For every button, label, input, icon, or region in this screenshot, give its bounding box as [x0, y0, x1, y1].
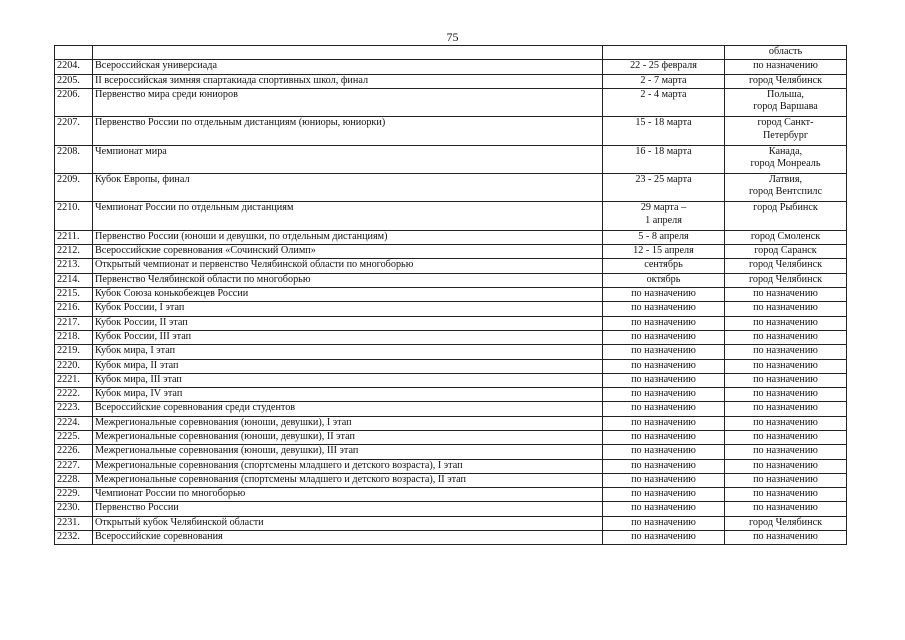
cell-date-line: октябрь [646, 273, 681, 285]
cell-place [725, 273, 847, 287]
cell-place-line: город Челябинск [748, 259, 823, 271]
cell-date-line: по назначению [631, 402, 696, 414]
cell-number: 2214. [55, 273, 93, 287]
cell-place-line: Петербург [762, 129, 809, 141]
table-row [55, 273, 847, 287]
cell-number: 2215. [55, 288, 93, 302]
table-row [55, 174, 847, 202]
cell-number: 2221. [55, 373, 93, 387]
cell-number: 2223. [55, 402, 93, 416]
cell-place [725, 60, 847, 74]
table-row [55, 531, 847, 545]
cell-event-name: Кубок Союза конькобежцев России [93, 288, 603, 302]
cell-place-line: Канада, [768, 145, 803, 157]
cell-number: 2211. [55, 230, 93, 244]
cell-place-line: по назначению [753, 488, 818, 500]
table-row-header-continuation [55, 46, 847, 60]
cell-date [603, 388, 725, 402]
cell-place-line: по назначению [753, 60, 818, 72]
cell-date-line: по назначению [631, 445, 696, 457]
cell-place: область [725, 46, 847, 60]
cell-event-name: Кубок России, III этап [93, 330, 603, 344]
cell-date [603, 373, 725, 387]
cell-event-name: Первенство мира среди юниоров [93, 88, 603, 116]
cell-date-line: по назначению [631, 345, 696, 357]
cell-place-line: по назначению [753, 316, 818, 328]
cell-number: 2229. [55, 488, 93, 502]
cell-date [603, 88, 725, 116]
cell-date [603, 488, 725, 502]
cell-event-name: Первенство Челябинской области по многоборью [93, 273, 603, 287]
cell-event-name: Кубок мира, II этап [93, 359, 603, 373]
table-row [55, 88, 847, 116]
cell-date-line: по назначению [631, 302, 696, 314]
cell-event-name: Кубок России, I этап [93, 302, 603, 316]
cell-date [603, 202, 725, 230]
cell-date [603, 174, 725, 202]
cell-place-line: город Челябинск [748, 273, 823, 285]
cell-number: 2212. [55, 245, 93, 259]
cell-place-line: город Рыбинск [753, 202, 818, 214]
cell-date-line: по назначению [631, 416, 696, 428]
cell-date [603, 416, 725, 430]
cell-date [603, 273, 725, 287]
table-row [55, 302, 847, 316]
cell-place [725, 345, 847, 359]
table-row [55, 373, 847, 387]
cell-date-line: 16 - 18 марта [635, 145, 692, 157]
cell-event-name: Межрегиональные соревнования (юноши, девушки), II этап [93, 431, 603, 445]
cell-date-line: по назначению [631, 502, 696, 514]
cell-date [603, 74, 725, 88]
cell-date [603, 316, 725, 330]
cell-place [725, 88, 847, 116]
cell-date [603, 359, 725, 373]
cell-place [725, 516, 847, 530]
cell-date [603, 60, 725, 74]
cell-number [55, 46, 93, 60]
cell-event-name: Кубок Европы, финал [93, 174, 603, 202]
cell-place-line: по назначению [753, 302, 818, 314]
cell-event-name: Межрегиональные соревнования (спортсмены младшего и детского возраста), I этап [93, 459, 603, 473]
cell-date [603, 288, 725, 302]
cell-place [725, 145, 847, 173]
cell-date [603, 431, 725, 445]
cell-date-line: по назначению [631, 431, 696, 442]
cell-date [603, 145, 725, 173]
cell-event-name: Открытый чемпионат и первенство Челябинской области по многоборью [93, 259, 603, 273]
table-row [55, 359, 847, 373]
cell-number: 2225. [55, 431, 93, 445]
cell-date-line: по назначению [631, 373, 696, 385]
cell-place [725, 431, 847, 445]
table-row [55, 60, 847, 74]
cell-place [725, 174, 847, 202]
cell-place-line: по назначению [753, 330, 818, 342]
table-row [55, 259, 847, 273]
cell-number: 2217. [55, 316, 93, 330]
cell-event-name: Кубок мира, IV этап [93, 388, 603, 402]
table-row [55, 402, 847, 416]
cell-event-name: Первенство России по отдельным дистанциям (юниоры, юниорки) [93, 117, 603, 145]
cell-event-name: Кубок России, II этап [93, 316, 603, 330]
cell-place [725, 330, 847, 344]
cell-place [725, 359, 847, 373]
cell-number: 2226. [55, 445, 93, 459]
cell-event-name: Чемпионат мира [93, 145, 603, 173]
cell-number: 2222. [55, 388, 93, 402]
cell-date [603, 230, 725, 244]
cell-place-line: по назначению [753, 431, 818, 442]
cell-place [725, 245, 847, 259]
cell-number: 2220. [55, 359, 93, 373]
table-row [55, 388, 847, 402]
table-row [55, 145, 847, 173]
cell-number: 2227. [55, 459, 93, 473]
cell-place [725, 74, 847, 88]
cell-date-line: по назначению [631, 330, 696, 342]
cell-place [725, 259, 847, 273]
cell-date-line: по назначению [631, 288, 696, 300]
events-table-body [55, 46, 847, 545]
cell-number: 2216. [55, 302, 93, 316]
cell-place-line: город Санкт- [757, 117, 814, 129]
cell-date-line: 2 - 4 марта [640, 88, 687, 100]
cell-date-line: сентябрь [644, 259, 683, 271]
cell-date-line: 12 - 15 апреля [633, 245, 694, 257]
table-row [55, 330, 847, 344]
cell-place [725, 316, 847, 330]
cell-place [725, 459, 847, 473]
cell-place [725, 416, 847, 430]
table-row [55, 230, 847, 244]
cell-place-line: город Вентспилс [748, 186, 823, 198]
cell-place-line: по назначению [753, 373, 818, 385]
cell-event-name: Межрегиональные соревнования (спортсмены младшего и детского возраста), II этап [93, 473, 603, 487]
cell-number: 2218. [55, 330, 93, 344]
cell-number: 2228. [55, 473, 93, 487]
cell-event-name: II всероссийская зимняя спартакиада спортивных школ, финал [93, 74, 603, 88]
cell-place [725, 117, 847, 145]
cell-date [603, 46, 725, 60]
cell-number: 2230. [55, 502, 93, 516]
cell-place [725, 445, 847, 459]
table-row [55, 488, 847, 502]
cell-event-name: Всероссийские соревнования среди студентов [93, 402, 603, 416]
cell-date-line: по назначению [631, 531, 696, 543]
cell-place-line: Латвия, [768, 174, 803, 186]
cell-event-name: Кубок мира, III этап [93, 373, 603, 387]
cell-place-line: по назначению [753, 288, 818, 300]
cell-date [603, 245, 725, 259]
cell-number: 2224. [55, 416, 93, 430]
cell-place [725, 402, 847, 416]
cell-date-line: 15 - 18 марта [635, 117, 692, 129]
cell-place [725, 502, 847, 516]
cell-place-line: город Челябинск [748, 74, 823, 86]
table-row [55, 416, 847, 430]
cell-place-line: по назначению [753, 473, 818, 485]
cell-place-line: город Смоленск [750, 230, 821, 242]
cell-date-line: по назначению [631, 388, 696, 400]
cell-date-line: 5 - 8 апреля [638, 230, 689, 242]
table-row [55, 316, 847, 330]
cell-date [603, 402, 725, 416]
cell-date-line: 1 апреля [645, 214, 682, 226]
events-table [54, 45, 847, 545]
cell-place-line: город Саранск [754, 245, 817, 257]
cell-event-name: Межрегиональные соревнования (юноши, девушки), I этап [93, 416, 603, 430]
cell-number: 2204. [55, 60, 93, 74]
cell-event-name: Первенство России (юноши и девушки, по отдельным дистанциям) [93, 230, 603, 244]
cell-place [725, 488, 847, 502]
table-row [55, 74, 847, 88]
cell-date [603, 531, 725, 545]
cell-date-line: по назначению [631, 316, 696, 328]
page-number: 75 [446, 30, 459, 44]
table-row [55, 202, 847, 230]
cell-date [603, 330, 725, 344]
table-row [55, 445, 847, 459]
table-row [55, 117, 847, 145]
cell-place-line: по назначению [753, 359, 818, 371]
cell-date [603, 302, 725, 316]
cell-number: 2219. [55, 345, 93, 359]
cell-place [725, 473, 847, 487]
cell-date-line: 22 - 25 февраля [630, 60, 697, 72]
table-row [55, 473, 847, 487]
cell-date-line: по назначению [631, 359, 696, 371]
cell-place [725, 288, 847, 302]
cell-place [725, 230, 847, 244]
cell-date [603, 445, 725, 459]
cell-date-line: 23 - 25 марта [635, 174, 692, 186]
cell-place-line: по назначению [753, 502, 818, 514]
cell-event-name: Чемпионат России по многоборью [93, 488, 603, 502]
cell-date [603, 117, 725, 145]
cell-place-line: по назначению [753, 402, 818, 414]
cell-date-line: 29 марта – [640, 202, 687, 214]
cell-number: 2207. [55, 117, 93, 145]
cell-place [725, 531, 847, 545]
cell-place [725, 373, 847, 387]
table-row [55, 288, 847, 302]
cell-number: 2206. [55, 88, 93, 116]
table-row [55, 502, 847, 516]
cell-event-name: Чемпионат России по отдельным дистанциям [93, 202, 603, 230]
cell-event-name: Межрегиональные соревнования (юноши, девушки), III этап [93, 445, 603, 459]
cell-place [725, 202, 847, 230]
cell-event-name: Всероссийские соревнования «Сочинский Олимп» [93, 245, 603, 259]
cell-place-line: Польша, [767, 88, 804, 100]
cell-date-line: по назначению [631, 488, 696, 500]
cell-date-line: по назначению [631, 473, 696, 485]
cell-event-name: Всероссийская универсиада [93, 60, 603, 74]
cell-place-line: по назначению [753, 416, 818, 428]
cell-number: 2210. [55, 202, 93, 230]
cell-date [603, 516, 725, 530]
cell-number: 2213. [55, 259, 93, 273]
cell-event-name: Кубок мира, I этап [93, 345, 603, 359]
cell-date [603, 259, 725, 273]
table-row [55, 345, 847, 359]
cell-event-name [93, 46, 603, 60]
cell-place-line: город Монреаль [750, 158, 821, 170]
table-row [55, 459, 847, 473]
cell-event-name: Открытый кубок Челябинской области [93, 516, 603, 530]
table-row [55, 245, 847, 259]
cell-number: 2231. [55, 516, 93, 530]
cell-place [725, 388, 847, 402]
cell-number: 2209. [55, 174, 93, 202]
cell-place-line: по назначению [753, 445, 818, 457]
cell-event-name: Первенство России [93, 502, 603, 516]
cell-date-line: по назначению [631, 459, 696, 471]
cell-place-line: по назначению [753, 459, 818, 471]
cell-place-line: по назначению [753, 388, 818, 400]
cell-place-line: по назначению [753, 345, 818, 357]
cell-date [603, 502, 725, 516]
cell-number: 2232. [55, 531, 93, 545]
cell-number: 2205. [55, 74, 93, 88]
cell-place-line: город Челябинск [748, 516, 823, 528]
cell-event-name: Всероссийские соревнования [93, 531, 603, 545]
cell-place-line: по назначению [753, 531, 818, 543]
cell-date [603, 459, 725, 473]
cell-place-line: город Варшава [753, 101, 818, 113]
table-row [55, 431, 847, 445]
cell-date [603, 345, 725, 359]
cell-number: 2208. [55, 145, 93, 173]
cell-date-line: 2 - 7 марта [640, 74, 687, 86]
table-row [55, 516, 847, 530]
cell-date-line: по назначению [631, 516, 696, 528]
cell-date [603, 473, 725, 487]
cell-place [725, 302, 847, 316]
